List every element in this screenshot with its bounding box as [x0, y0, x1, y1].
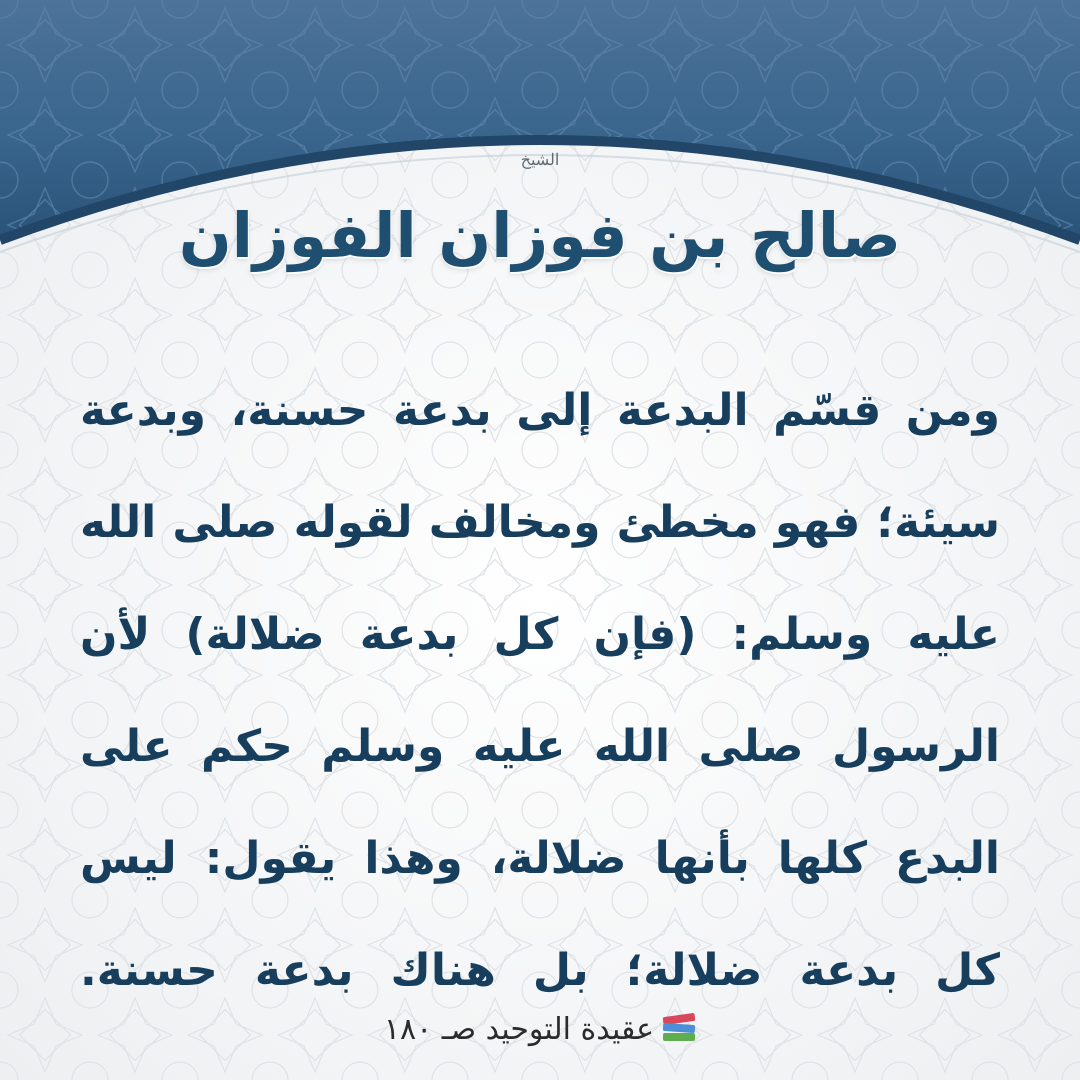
sheikh-title: الشيخ: [520, 150, 560, 169]
quote-line: الرسول صلى الله عليه وسلم حكم على: [80, 721, 1000, 772]
quote-line: ومن قسّم البدعة إلى بدعة حسنة، وبدعة: [80, 385, 1000, 436]
books-icon: [662, 1013, 696, 1043]
scholar-name: صالح بن فوزان الفوزان: [178, 199, 902, 272]
quote-line: البدع كلها بأنها ضلالة، وهذا يقول: ليس: [80, 833, 1000, 884]
quote-line: كل بدعة ضلالة؛ بل هناك بدعة حسنة.: [80, 945, 1000, 996]
source-text: عقيدة التوحيد صـ ١٨٠: [383, 1012, 655, 1047]
source-reference: [0, 1012, 1080, 1047]
quote-line: سيئة؛ فهو مخطئ ومخالف لقوله صلى الله: [80, 497, 1000, 548]
quote-text: [80, 372, 1000, 1044]
quote-line: عليه وسلم: (فإن كل بدعة ضلالة) لأن: [80, 609, 1000, 660]
